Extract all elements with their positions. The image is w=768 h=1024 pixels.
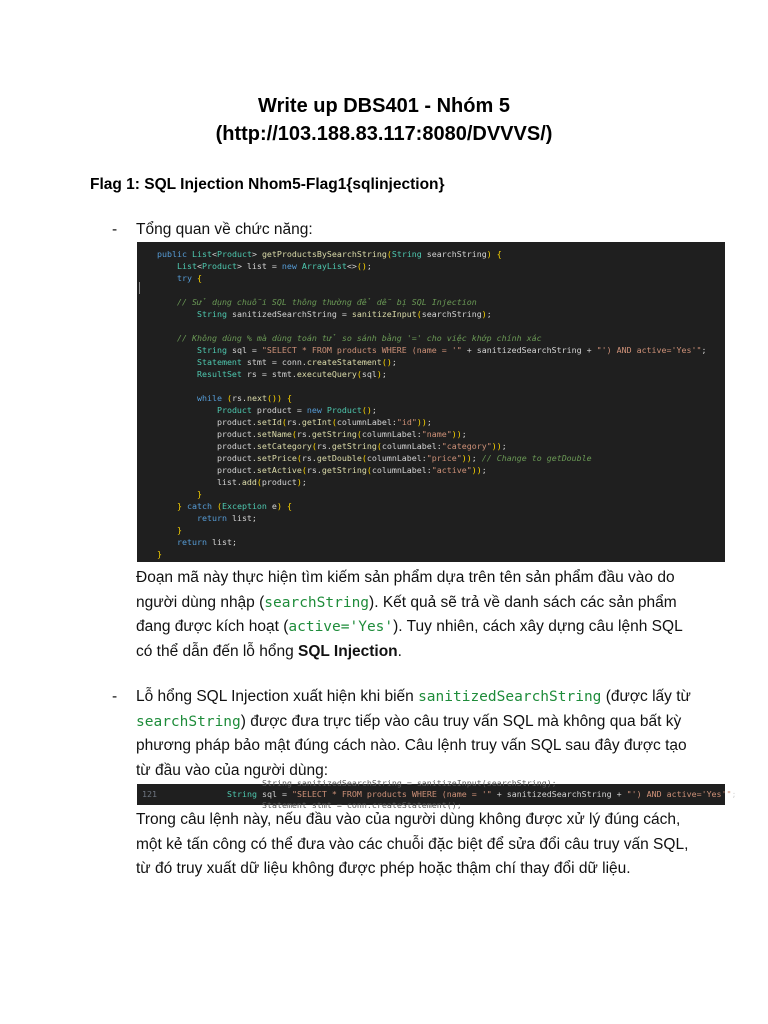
- inline-code-active-yes: active='Yes': [288, 619, 394, 635]
- para1-text-2: ). Kết quả sẽ trả về danh sách các sản phẩm đang được kích hoạt (: [136, 593, 677, 635]
- code-line: String sql = "SELECT * FROM products WHERE (name = '" + sanitizedSearchString + "') AND active='Yes'";: [196, 345, 707, 355]
- bullet-dash: -: [112, 221, 118, 238]
- paragraph-vulnerability: [136, 685, 696, 783]
- code-line: Statement stmt = conn.createStatement();: [196, 357, 397, 367]
- code-line: }: [176, 525, 182, 535]
- code-line: List<Product> list = new ArrayList<>();: [176, 261, 372, 271]
- code-line: product.setPrice(rs.getDouble(columnLabel:"price")); // Change to getDouble: [157, 453, 592, 463]
- bullet2-text-1: Lỗ hổng SQL Injection xuất hiện khi biến: [136, 688, 419, 705]
- para1-text-1: Đoạn mã này thực hiện tìm kiếm sản phẩm dựa trên tên sản phẩm đầu vào do người dùng nhập (: [136, 569, 675, 611]
- code-line: String sanitizedSearchString = sanitizeInput(searchString);: [196, 309, 492, 319]
- bullet-overview-text: Tổng quan về chức năng:: [136, 221, 313, 238]
- strip-ghost-line-above: String sanitizedSearchString = sanitizeInput(searchString);: [227, 778, 557, 788]
- code-line: product.setName(rs.getString(columnLabel:"name"));: [157, 429, 467, 439]
- bullet2-text-2: (được lấy từ: [601, 688, 691, 705]
- document-title-line2: (http://103.188.83.117:8080/DVVVS/): [215, 123, 553, 145]
- code-line: // Sử dụng chuỗi SQL thông thường để dễ bị SQL Injection: [176, 297, 477, 307]
- code-snippet-strip: [137, 778, 737, 810]
- para1-text-3: ). Tuy nhiên, cách xây dựng câu lệnh SQL có thể dẫn đến lỗ hổng: [136, 618, 683, 660]
- code-line: list.add(product);: [157, 477, 307, 487]
- code-line: // Không dùng % mà dùng toán tử so sánh bằng '=' cho việc khớp chính xác: [176, 333, 542, 343]
- code-line: public List<Product> getProductsBySearchString(String searchString) {: [157, 249, 502, 259]
- inline-code-searchstring-2: searchString: [136, 713, 241, 730]
- paragraph-description: [136, 566, 696, 664]
- code-line: product.setCategory(rs.getString(columnLabel:"category"));: [157, 441, 507, 451]
- code-line: }: [196, 489, 202, 499]
- strip-ghost-line-below: Statement stmt = conn.createStatement();: [227, 800, 462, 810]
- paragraph-conclusion: Trong câu lệnh này, nếu đầu vào của người dùng không được xử lý đúng cách, một kẻ tấn công có thể đưa vào các chuỗi đặc biệt để sửa đổi câu truy vấn SQL, từ đó truy xuất dữ liệu không được phép hoặc thậm chí thay đổi dữ liệu.: [136, 811, 689, 877]
- code-screenshot-panel: [137, 242, 725, 562]
- code-line: while (rs.next()) {: [196, 393, 292, 403]
- bullet2-text-3: ) được đưa trực tiếp vào câu truy vấn SQL mà không qua bất kỳ phương pháp bảo mật đúng cách nào. Câu lệnh truy vấn SQL sau đây được tạo từ đầu vào của người dùng:: [136, 712, 687, 779]
- code-line: return list;: [176, 537, 237, 547]
- editor-cursor: [139, 282, 140, 294]
- code-line: product.setActive(rs.getString(columnLabel:"active"));: [157, 465, 487, 475]
- code-line: } catch (Exception e) {: [176, 501, 292, 511]
- strip-line-number: 121: [142, 789, 157, 799]
- code-line: try {: [176, 273, 202, 283]
- code-line: return list;: [196, 513, 257, 523]
- bold-sql-injection: SQL Injection: [298, 642, 398, 660]
- inline-code-sanitizedsearchstring: sanitizedSearchString: [418, 689, 602, 705]
- code-line: Product product = new Product();: [216, 405, 377, 415]
- document-title-line1: Write up DBS401 - Nhóm 5: [258, 95, 510, 117]
- code-line: }: [157, 549, 162, 559]
- flag-heading: Flag 1: SQL Injection Nhom5-Flag1{sqlinjection}: [90, 176, 445, 193]
- inline-code-searchstring: searchString: [264, 594, 370, 611]
- code-line: ResultSet rs = stmt.executeQuery(sql);: [196, 369, 387, 379]
- para1-text-4: .: [397, 642, 402, 660]
- bullet-dash-2: -: [112, 688, 118, 705]
- strip-code-sql: String sql = "SELECT * FROM products WHERE (name = '" + sanitizedSearchString + "') AND active='Yes'";: [227, 789, 737, 799]
- code-line: product.setId(rs.getInt(columnLabel:"id"));: [157, 417, 432, 427]
